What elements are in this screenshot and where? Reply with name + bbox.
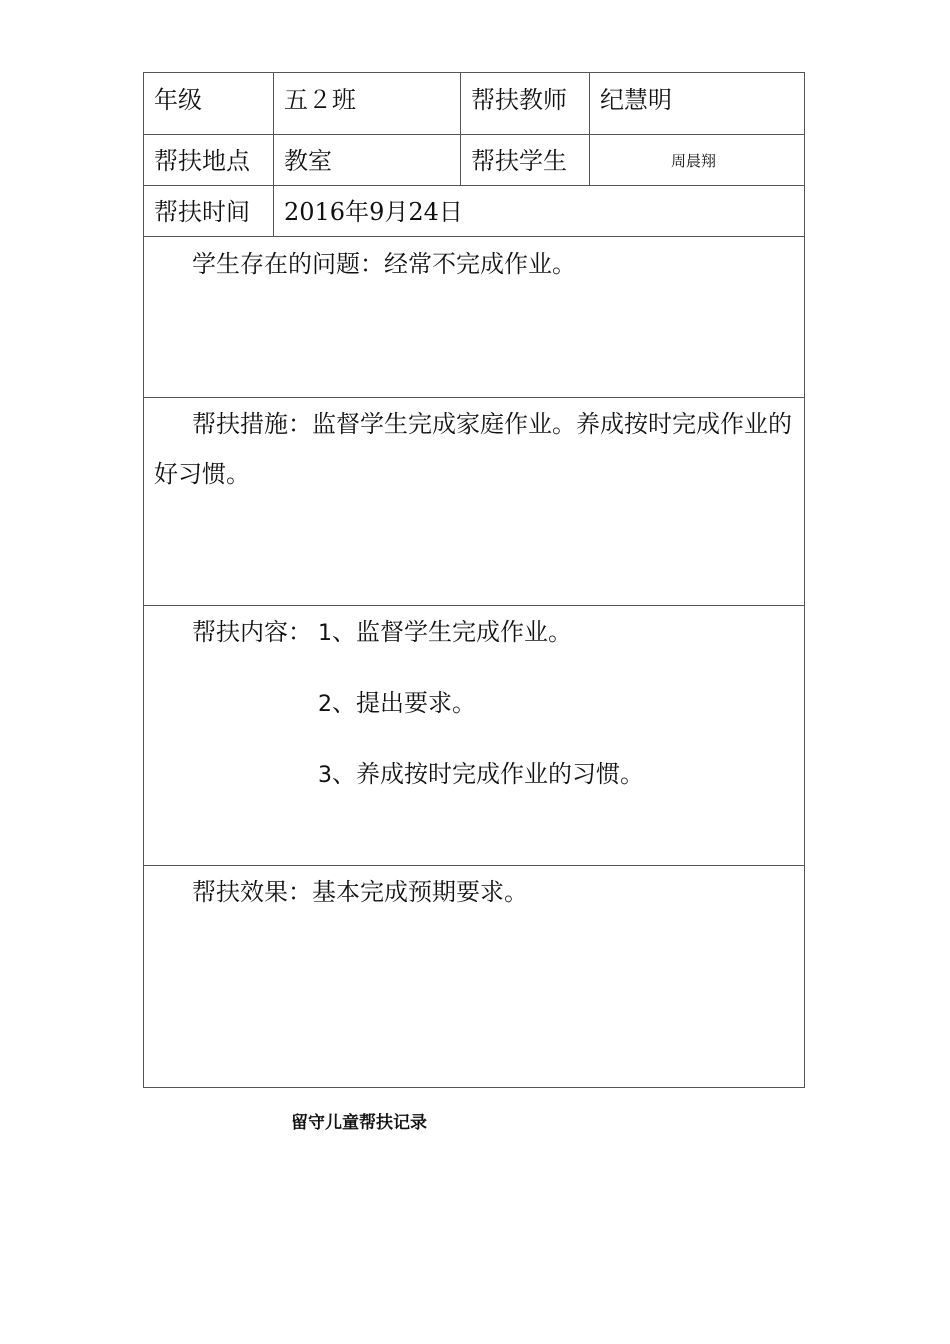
column-divider — [460, 73, 461, 185]
time-label: 帮扶时间 — [154, 198, 250, 226]
row-divider — [144, 236, 804, 237]
content-item-text: 、养成按时完成作业的习惯。 — [332, 760, 644, 788]
content-item-number: 1 — [318, 621, 332, 646]
content-label: 帮扶内容： — [192, 618, 312, 646]
problem-text: 学生存在的问题：经常不完成作业。 — [192, 250, 576, 278]
content-item-number: 3 — [318, 763, 332, 788]
student-label: 帮扶学生 — [471, 147, 567, 175]
measures-text: 帮扶措施：监督学生完成家庭作业。养成按时完成作业的好习惯。 — [154, 410, 792, 488]
content-item-text: 、提出要求。 — [332, 689, 476, 717]
content-item-1 — [318, 617, 572, 649]
grade-value: 五２班 — [284, 86, 356, 114]
content-item-2 — [318, 688, 476, 720]
grade-label: 年级 — [154, 86, 202, 114]
location-value: 教室 — [284, 147, 332, 175]
row-divider — [144, 185, 804, 186]
teacher-label: 帮扶教师 — [471, 86, 567, 114]
content-item-number: 2 — [318, 692, 332, 717]
section-divider — [144, 605, 804, 606]
content-item-text: 、监督学生完成作业。 — [332, 618, 572, 646]
content-item-3 — [318, 759, 644, 791]
time-value: 2016年9月24日 — [284, 198, 463, 226]
record-caption: 留守儿童帮扶记录 — [291, 1113, 427, 1133]
column-divider — [589, 73, 590, 185]
column-divider — [273, 73, 274, 236]
student-value: 周晨翔 — [671, 152, 717, 170]
section-divider — [144, 865, 804, 866]
row-divider — [144, 134, 804, 135]
section-divider — [144, 397, 804, 398]
effect-text: 帮扶效果：基本完成预期要求。 — [192, 878, 528, 906]
teacher-value: 纪慧明 — [600, 86, 672, 114]
help-record-table — [143, 72, 805, 1088]
location-label: 帮扶地点 — [154, 147, 250, 175]
